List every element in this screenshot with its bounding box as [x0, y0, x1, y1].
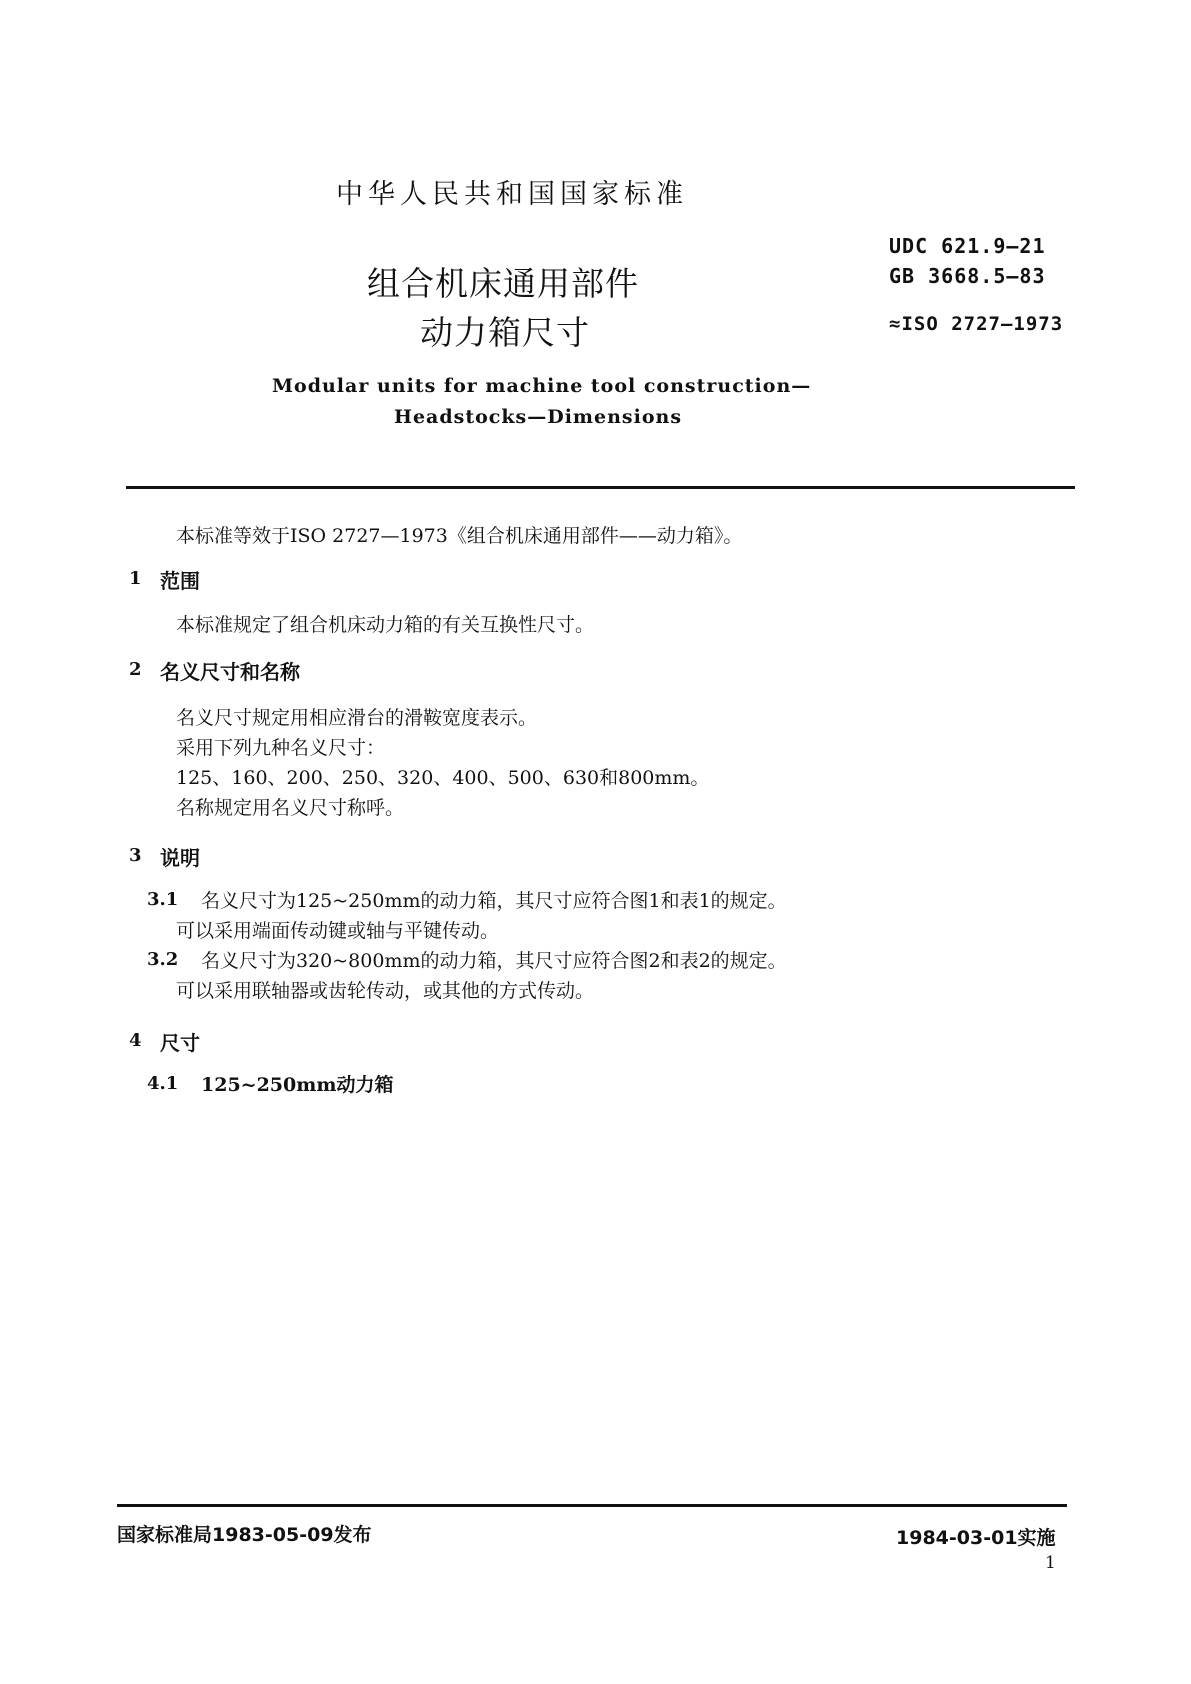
section-1-title: 范围 — [160, 569, 200, 593]
section-3-number: 3 — [129, 845, 142, 866]
subsection-4-1-title: 125~250mm动力箱 — [201, 1074, 394, 1096]
section-2-line: 采用下列九种名义尺寸： — [176, 737, 386, 759]
header-divider — [126, 486, 1075, 489]
subsection-4-1-number: 4.1 — [147, 1073, 179, 1094]
section-2-line: 名称规定用名义尺寸称呼。 — [176, 797, 405, 819]
title-en-line2: Headstocks—Dimensions — [394, 406, 683, 428]
section-2-line: 125、160、200、250、320、400、500、630和800mm。 — [176, 767, 710, 789]
section-2-line: 名义尺寸规定用相应滑台的滑鞍宽度表示。 — [176, 707, 538, 729]
section-2-title: 名义尺寸和名称 — [160, 660, 300, 684]
subsection-3-2-line1: 名义尺寸为320~800mm的动力箱，其尺寸应符合图2和表2的规定。 — [201, 950, 787, 972]
subsection-3-2-line2: 可以采用联轴器或齿轮传动，或其他的方式传动。 — [176, 980, 595, 1002]
subsection-3-2-number: 3.2 — [147, 949, 179, 970]
section-4-title: 尺寸 — [160, 1031, 200, 1055]
section-2-number: 2 — [129, 659, 142, 680]
title-cn-line1: 组合机床通用部件 — [367, 264, 639, 303]
section-1-paragraph: 本标准规定了组合机床动力箱的有关互换性尺寸。 — [176, 614, 595, 636]
udc-code: UDC 621.9—21 — [889, 234, 1046, 258]
gb-code: GB 3668.5—83 — [889, 264, 1046, 288]
national-standard-heading: 中华人民共和国国家标准 — [336, 179, 688, 210]
page-number: 1 — [1045, 1553, 1056, 1573]
section-1-number: 1 — [129, 568, 142, 589]
subsection-3-1-number: 3.1 — [147, 889, 179, 910]
title-cn-line2: 动力箱尺寸 — [420, 313, 590, 352]
effective-date: 1984-03-01实施 — [896, 1527, 1056, 1549]
footer-divider — [117, 1504, 1067, 1507]
issued-date: 国家标准局1983-05-09发布 — [117, 1524, 372, 1546]
section-3-title: 说明 — [160, 846, 200, 870]
title-en-line1: Modular units for machine tool construction— — [272, 375, 812, 397]
intro-paragraph: 本标准等效于ISO 2727—1973《组合机床通用部件——动力箱》。 — [176, 525, 743, 547]
subsection-3-1-line2: 可以采用端面传动键或轴与平键传动。 — [176, 920, 500, 942]
section-4-number: 4 — [129, 1030, 142, 1051]
subsection-3-1-line1: 名义尺寸为125~250mm的动力箱，其尺寸应符合图1和表1的规定。 — [201, 890, 787, 912]
iso-equivalent: ≈ISO 2727—1973 — [889, 313, 1064, 335]
